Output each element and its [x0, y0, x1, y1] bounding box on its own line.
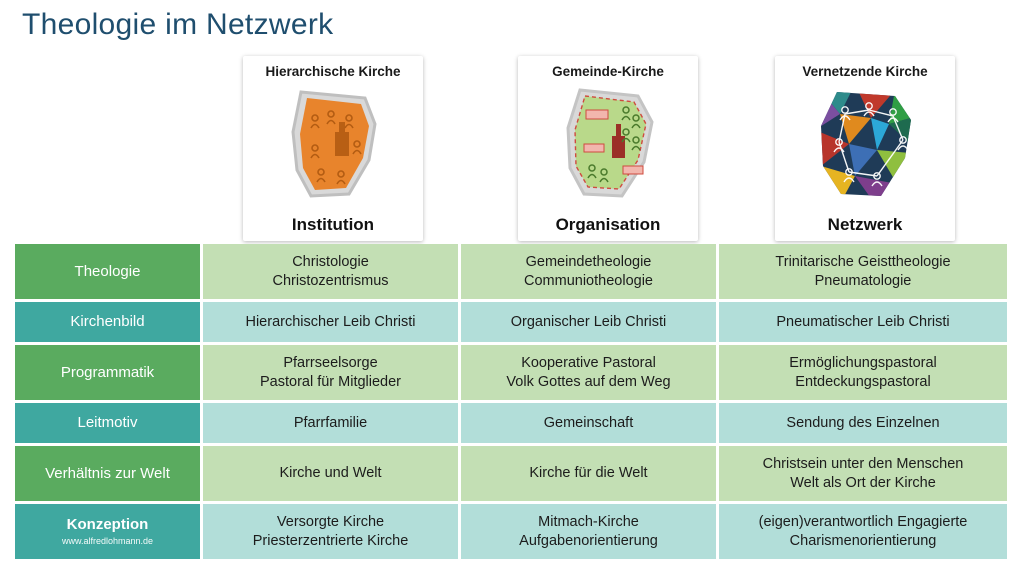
card-footer-label: Institution	[291, 215, 375, 234]
cell-line: Pneumatologie	[814, 272, 912, 289]
card-footer-label: Netzwerk	[827, 215, 903, 234]
table-row	[15, 446, 1009, 501]
table-cell	[203, 302, 458, 342]
cell-line: Organischer Leib Christi	[510, 313, 667, 330]
cell-line: Pneumatischer Leib Christi	[776, 313, 950, 330]
table-row	[15, 244, 1009, 299]
row-label-kirchenbild: Kirchenbild	[15, 302, 200, 342]
cell-line: Trinitarische Geisttheologie	[775, 253, 951, 270]
row-label-konzeption	[15, 504, 200, 559]
cell-line: Pfarrfamilie	[293, 414, 368, 431]
model-card-institution	[243, 56, 423, 241]
model-card-organisation	[518, 56, 698, 241]
table-cell	[719, 244, 1007, 299]
cell-line: Kooperative Pastoral	[521, 354, 656, 371]
table-cell	[203, 244, 458, 299]
green-parish-map-icon	[528, 84, 688, 204]
row-label-text: Konzeption	[66, 516, 149, 534]
table-cell	[461, 302, 716, 342]
cell-line: Sendung des Einzelnen	[786, 414, 940, 431]
cell-line: Entdeckungspastoral	[795, 373, 931, 390]
comparison-table	[15, 244, 1009, 562]
cell-line: Aufgabenorientierung	[519, 532, 658, 549]
table-cell	[461, 446, 716, 501]
cell-line: Christologie	[292, 253, 369, 270]
table-cell	[719, 345, 1007, 400]
cell-line: Versorgte Kirche	[276, 513, 385, 530]
model-card-netzwerk	[775, 56, 955, 241]
table-row	[15, 403, 1009, 443]
row-label-programmatik: Programmatik	[15, 345, 200, 400]
table-row	[15, 504, 1009, 559]
cell-line: Charismenorientierung	[789, 532, 937, 549]
model-cards	[0, 52, 1024, 242]
cell-line: Priesterzentrierte Kirche	[252, 532, 409, 549]
row-label-theologie: Theologie	[15, 244, 200, 299]
cell-line: (eigen)verantwortlich Engagierte	[758, 513, 968, 530]
row-label-verhaeltnis-zur-welt: Verhältnis zur Welt	[15, 446, 200, 501]
table-cell	[719, 403, 1007, 443]
orange-territory-map-icon	[253, 84, 413, 204]
cell-line: Pastoral für Mitglieder	[259, 373, 402, 390]
cell-line: Communiotheologie	[524, 272, 653, 289]
cell-line: Christozentrismus	[272, 272, 389, 289]
card-footer-label: Organisation	[555, 215, 661, 234]
cell-line: Kirche und Welt	[279, 465, 382, 482]
cell-line: Gemeinschaft	[543, 414, 634, 431]
website-credit: www.alfredlohmann.de	[61, 536, 154, 547]
table-cell	[719, 504, 1007, 559]
cell-line: Christsein unter den Menschen	[762, 455, 964, 472]
cell-line: Pfarrseelsorge	[283, 354, 378, 371]
cell-line: Hierarchischer Leib Christi	[245, 313, 416, 330]
table-cell	[203, 345, 458, 400]
cell-line: Kirche für die Welt	[529, 465, 648, 482]
table-cell	[461, 345, 716, 400]
colorful-network-mosaic-icon	[785, 84, 945, 204]
cell-line: Ermöglichungspastoral	[789, 354, 937, 371]
table-cell	[461, 504, 716, 559]
table-cell	[461, 403, 716, 443]
card-title: Hierarchische Kirche	[265, 64, 401, 79]
page-title: Theologie im Netzwerk	[22, 8, 334, 41]
table-cell	[461, 244, 716, 299]
cell-line: Volk Gottes auf dem Weg	[506, 373, 671, 390]
table-cell	[203, 504, 458, 559]
cell-line: Mitmach-Kirche	[538, 513, 639, 530]
table-cell	[719, 302, 1007, 342]
card-title: Gemeinde-Kirche	[552, 64, 664, 79]
card-title: Vernetzende Kirche	[802, 64, 928, 79]
table-row	[15, 302, 1009, 342]
table-cell	[203, 446, 458, 501]
table-cell	[203, 403, 458, 443]
row-label-leitmotiv: Leitmotiv	[15, 403, 200, 443]
cell-line: Welt als Ort der Kirche	[790, 474, 936, 491]
table-row	[15, 345, 1009, 400]
table-cell	[719, 446, 1007, 501]
cell-line: Gemeindetheologie	[525, 253, 652, 270]
